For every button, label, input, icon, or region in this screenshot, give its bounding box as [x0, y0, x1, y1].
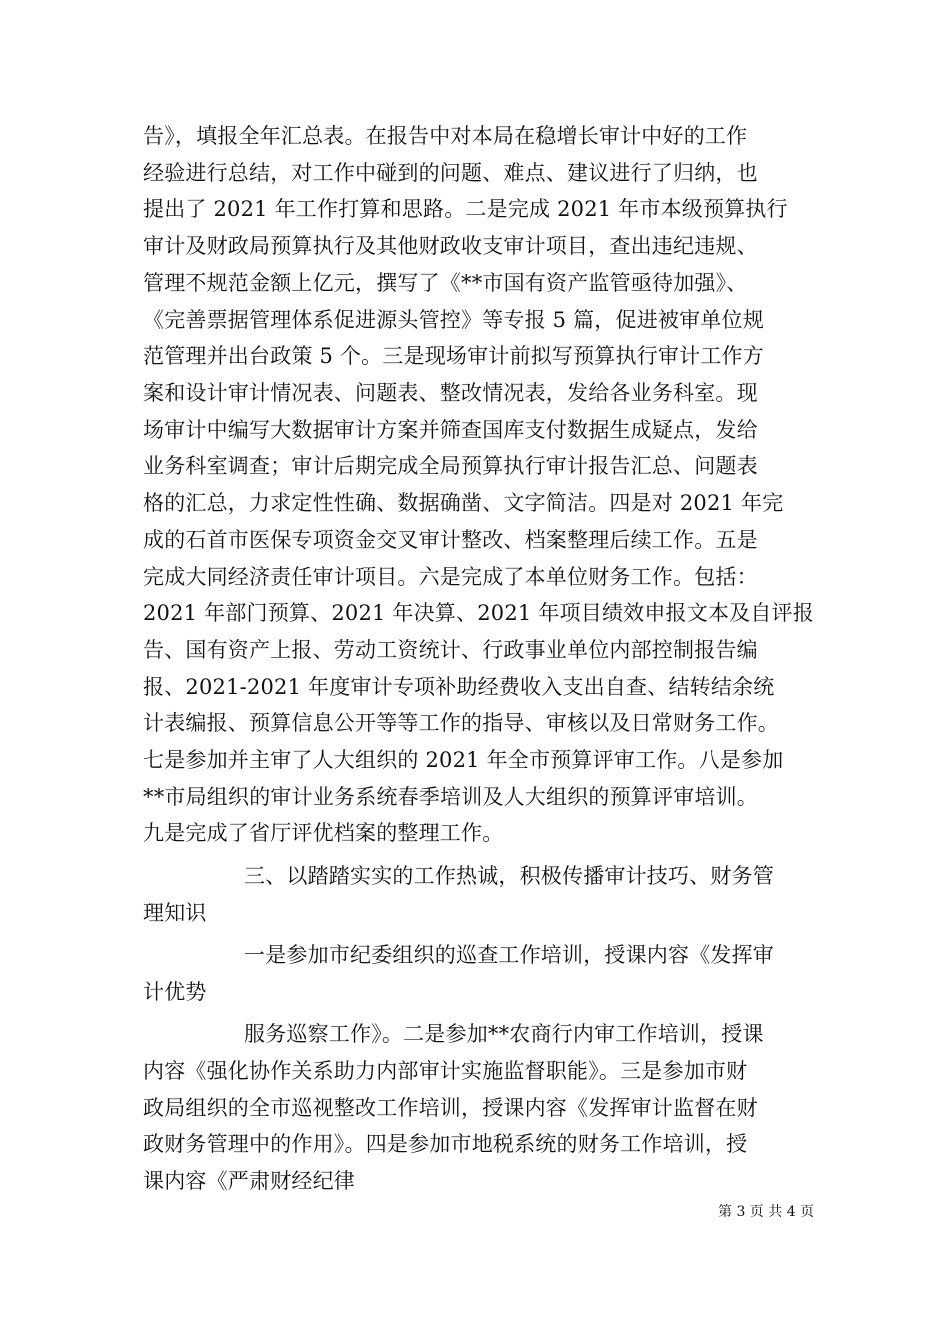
body-line: 范管理并出台政策 5 个。三是现场审计前拟写预算执行审计工作方: [143, 344, 764, 368]
body-line: 计表编报、预算信息公开等等工作的指导、审核以及日常财务工作。: [143, 711, 779, 735]
body-line: 课内容《严肃财经纪律: [143, 1169, 355, 1193]
body-line: 服务巡察工作》。二是参加**农商行内审工作培训，授课: [244, 1022, 764, 1046]
body-line: 格的汇总，力求定性性确、数据确凿、文字简洁。四是对 2021 年完: [143, 491, 784, 515]
body-line: 内容《强化协作关系助力内部审计实施监督职能》。三是参加市财: [143, 1059, 748, 1083]
body-line: 2021 年部门预算、2021 年决算、2021 年项目绩效申报文本及自评报: [143, 601, 814, 625]
body-line: 政局组织的全市巡视整改工作培训，授课内容《发挥审计监督在财: [143, 1096, 758, 1120]
body-line: 一是参加市纪委组织的巡查工作培训，授课内容《发挥审: [244, 943, 774, 967]
body-line: 成的石首市医保专项资金交叉审计整改、档案整理后续工作。五是: [143, 528, 758, 552]
body-line: 提出了 2021 年工作打算和思路。二是完成 2021 年市本级预算执行: [143, 197, 788, 221]
body-line: 九是完成了省厅评优档案的整理工作。: [143, 821, 504, 845]
body-line: 政财务管理中的作用》。四是参加市地税系统的财务工作培训，授: [143, 1132, 748, 1156]
body-line: 告》，填报全年汇总表。在报告中对本局在稳增长审计中好的工作: [143, 124, 748, 148]
body-line: 管理不规范金额上亿元，撰写了《**市国有资产监管亟待加强》、: [143, 271, 748, 295]
section-heading-line: 理知识: [143, 901, 207, 925]
body-line: 场审计中编写大数据审计方案并筛查国库支付数据生成疑点，发给: [143, 418, 758, 442]
body-line: 告、国有资产上报、劳动工资统计、行政事业单位内部控制报告编: [143, 638, 758, 662]
body-line: 计优势: [143, 980, 207, 1004]
body-line: 报、2021-2021 年度审计专项补助经费收入支出自查、结转结余统: [143, 675, 775, 699]
page-number-footer: 第 3 页 共 4 页: [718, 1204, 815, 1220]
section-heading-line: 三、以踏踏实实的工作热诚，积极传播审计技巧、财务管: [244, 864, 774, 888]
body-line: 《完善票据管理体系促进源头管控》等专报 5 篇，促进被审单位规: [143, 308, 764, 332]
body-line: 七是参加并主审了人大组织的 2021 年全市预算评审工作。八是参加: [143, 748, 784, 772]
body-line: 审计及财政局预算执行及其他财政收支审计项目，查出违纪违规、: [143, 234, 758, 258]
body-line: 案和设计审计情况表、问题表、整改情况表，发给各业务科室。现: [143, 381, 758, 405]
body-line: 经验进行总结，对工作中碰到的问题、难点、建议进行了归纳，也: [143, 161, 758, 185]
body-line: 业务科室调查；审计后期完成全局预算执行审计报告汇总、问题表: [143, 454, 758, 478]
body-line: 完成大同经济责任审计项目。六是完成了本单位财务工作。包括：: [143, 565, 758, 589]
body-line: **市局组织的审计业务系统春季培训及人大组织的预算评审培训。: [143, 785, 758, 809]
